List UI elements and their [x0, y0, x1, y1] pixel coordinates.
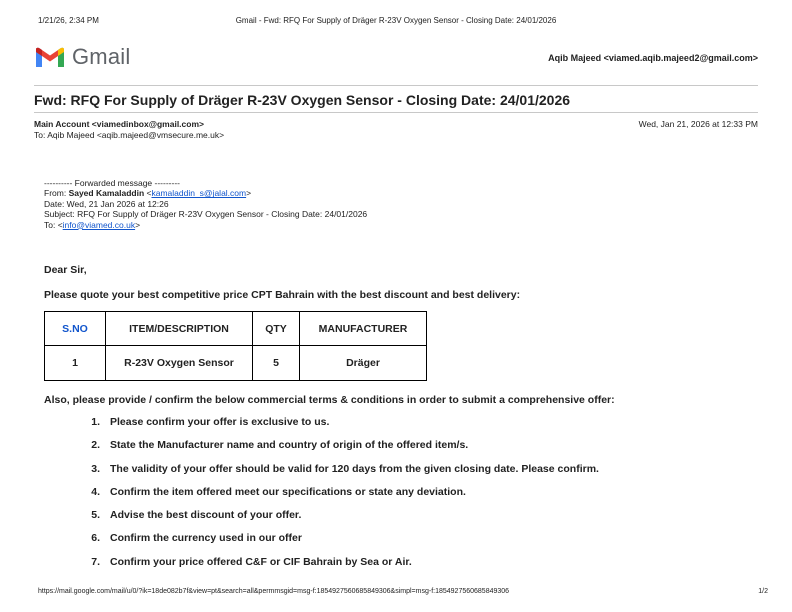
list-item: 1. Please confirm your offer is exclusive to us.: [91, 416, 330, 428]
print-title: Gmail - Fwd: RFQ For Supply of Dräger R-23V Oxygen Sensor - Closing Date: 24/01/2026: [235, 16, 557, 25]
list-item: 7. Confirm your price offered C&F or CIF Bahrain by Sea or Air.: [91, 555, 412, 568]
sender-line: Main Account <viamedinbox@gmail.com>: [34, 119, 204, 129]
header-sno: S.NO: [45, 312, 106, 346]
forwarded-from-name: Sayed Kamaladdin: [68, 188, 145, 199]
forwarded-from-label: From:: [44, 188, 69, 199]
gmail-logo[interactable]: [34, 44, 130, 70]
print-date: 1/21/26, 2:34 PM: [38, 16, 99, 25]
list-item: 3. The validity of your offer should be valid for 120 days from the given closing date. Please confirm.: [91, 462, 599, 475]
rfq-table: [44, 311, 427, 381]
footer-url[interactable]: https://mail.google.com/mail/u/0/?ik=18de082b7f&view=pt&search=all&permmsgid=msg-f:1854927560685849306&simpl=msg-f:1854927560685849306: [38, 588, 510, 595]
forwarded-subject: Subject: RFQ For Supply of Dräger R-23V Oxygen Sensor - Closing Date: 24/01/2026: [44, 209, 368, 220]
page-number: 1/2: [758, 588, 768, 595]
forwarded-to-label: To:: [44, 219, 58, 230]
account-label: Aqib Majeed <viamed.aqib.majeed2@gmail.com>: [548, 53, 758, 63]
forwarded-to-email-link[interactable]: info@viamed.co.uk: [62, 219, 136, 230]
header-item: ITEM/DESCRIPTION: [106, 312, 253, 346]
divider: [34, 112, 758, 113]
forwarded-from-email-link[interactable]: kamaladdin_s@jalal.com: [151, 188, 247, 199]
greeting: Dear Sir,: [44, 264, 87, 276]
list-item: 6. Confirm the currency used in our offer: [91, 532, 302, 545]
forwarded-separator: ---------- Forwarded message ---------: [44, 178, 180, 188]
recipient-line: To: Aqib Majeed <aqib.majeed@vmsecure.me.uk>: [34, 130, 225, 140]
list-item: 2. State the Manufacturer name and country of origin of the offered item/s.: [91, 439, 469, 452]
table-row: [45, 346, 427, 381]
header-manufacturer: MANUFACTURER: [300, 312, 427, 346]
cell-manufacturer: Dräger: [300, 346, 427, 381]
forwarded-header: [44, 178, 367, 230]
request-text: Please quote your best competitive price CPT Bahrain with the best discount and best delivery:: [44, 289, 521, 301]
cell-item: R-23V Oxygen Sensor: [106, 346, 253, 381]
table-header-row: [45, 312, 427, 346]
terms-list: [44, 411, 599, 574]
forwarded-date: Date: Wed, 21 Jan 2026 at 12:26: [44, 198, 169, 209]
list-item: 5. Advise the best discount of your offer.: [91, 509, 302, 522]
gmail-wordmark: Gmail: [72, 44, 131, 69]
cell-qty: 5: [253, 346, 300, 381]
gmail-m-icon: [34, 45, 66, 69]
email-date: Wed, Jan 21, 2026 at 12:33 PM: [638, 119, 758, 129]
forwarded-to: To: <info@viamed.co.uk>: [44, 219, 141, 230]
cell-sno: 1: [45, 346, 106, 381]
email-subject: Fwd: RFQ For Supply of Dräger R-23V Oxygen Sensor - Closing Date: 24/01/2026: [34, 92, 571, 108]
header-qty: QTY: [253, 312, 300, 346]
forwarded-from: From: Sayed Kamaladdin <kamaladdin_s@jalal.com>: [44, 188, 252, 199]
terms-intro: Also, please provide / confirm the below commercial terms & conditions in order to submit a comprehensive offer:: [44, 394, 615, 406]
sender-block: [34, 119, 224, 141]
divider: [34, 85, 758, 86]
list-item: 4. Confirm the item offered meet our specifications or state any deviation.: [91, 485, 466, 498]
